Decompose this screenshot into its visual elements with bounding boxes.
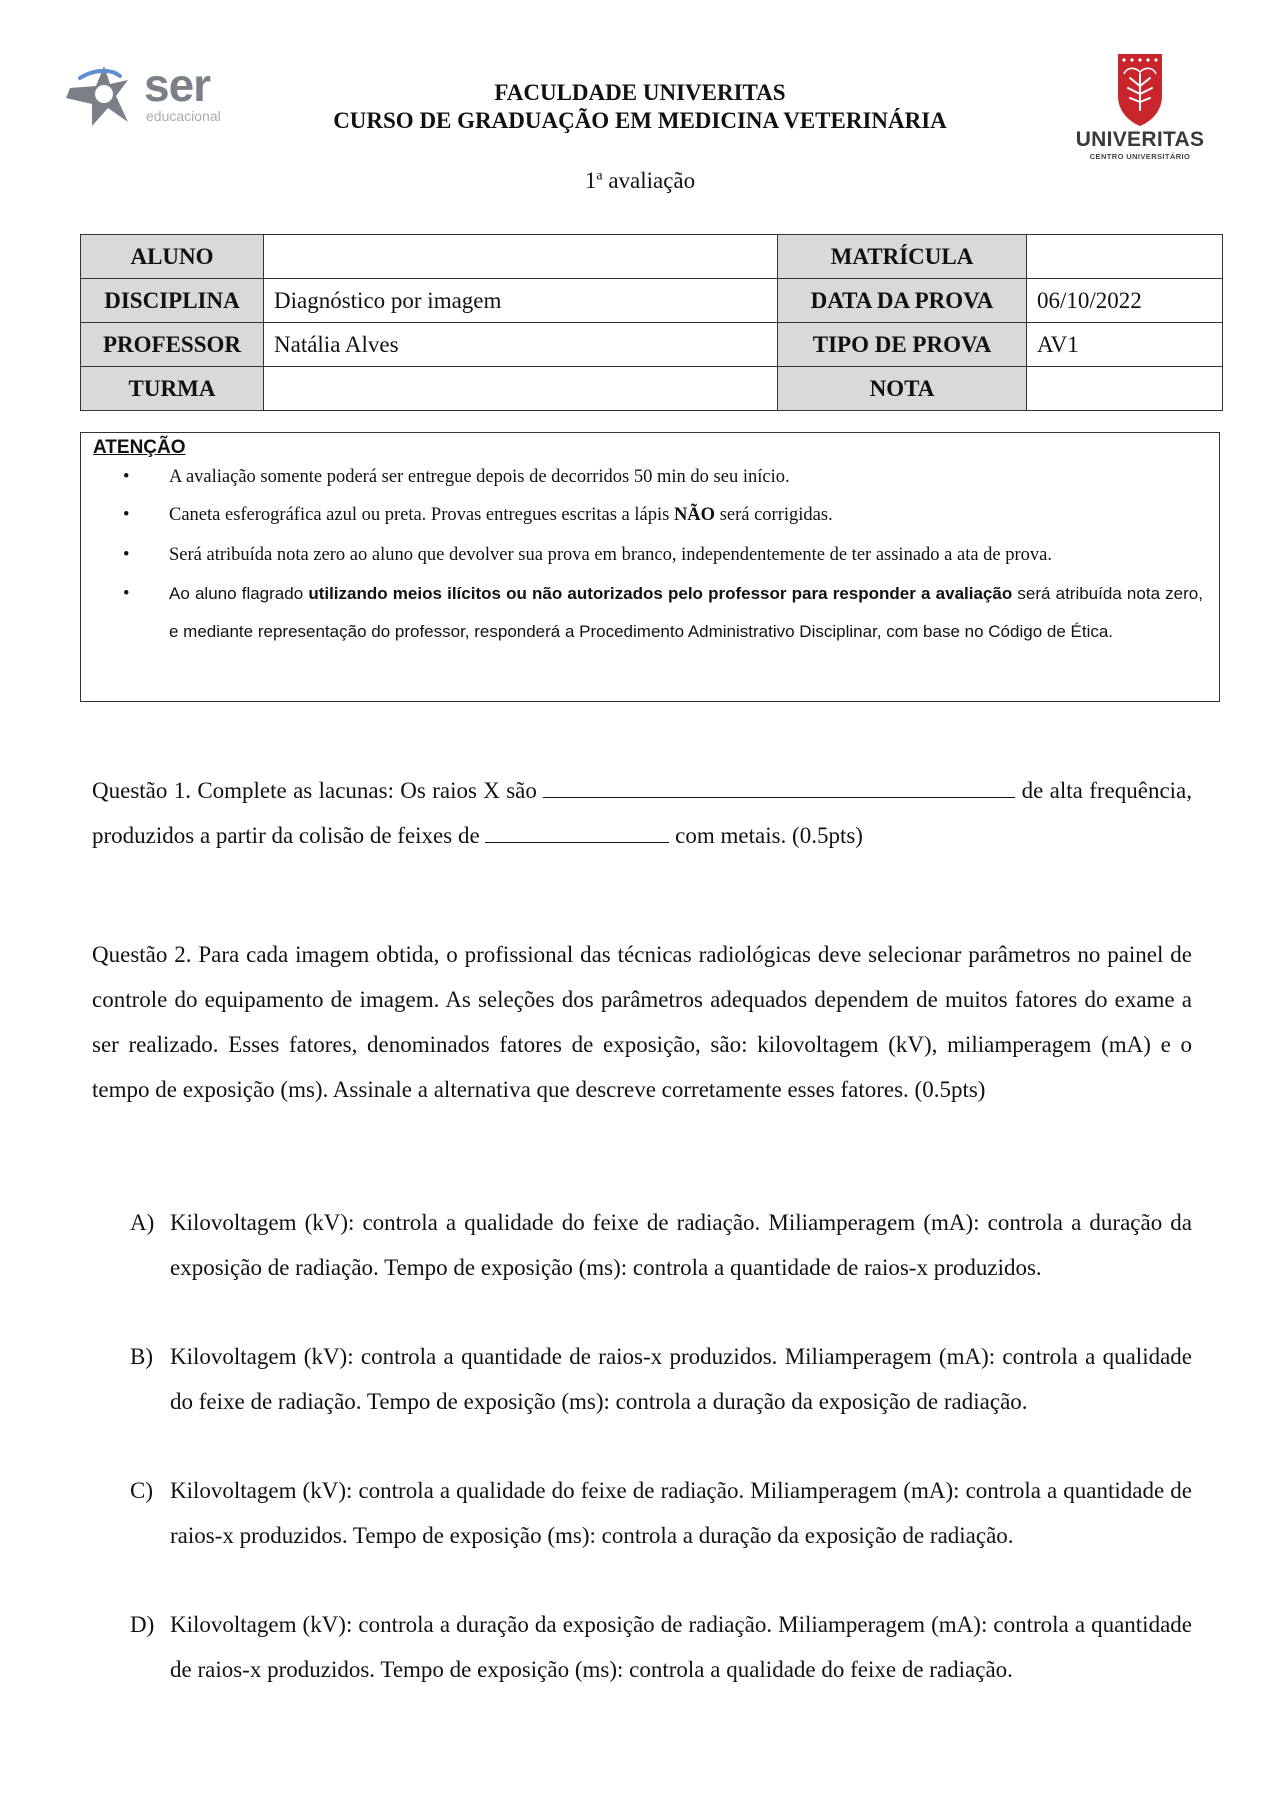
option-d[interactable]: [130, 1602, 1192, 1692]
table-row: [81, 235, 1223, 279]
attention-bold-text: utilizando meios ilícitos ou não autorizados pelo professor para responder a avaliação: [308, 584, 1013, 603]
aluno-label: ALUNO: [81, 235, 264, 279]
data-prova-label: DATA DA PROVA: [778, 279, 1027, 323]
turma-label: TURMA: [81, 367, 264, 411]
question-2: Questão 2. Para cada imagem obtida, o profissional das técnicas radiológicas deve selecionar parâmetros no painel de controle do equipamento de imagem. As seleções dos parâmetros adequados dependem de muitos fatores do exame a ser realizado. Esses fatores, denominados fatores de exposição, são: kilovoltagem (kV), miliamperagem (mA) e o tempo de exposição (ms). Assinale a alternativa que descreve corretamente esses fatores. (0.5pts): [92, 942, 1192, 1102]
attention-text: Ao aluno flagrado: [169, 584, 309, 603]
bullet-icon: •: [123, 467, 130, 487]
question-1-text: Questão 1. Complete as lacunas: Os raios X são: [92, 778, 544, 803]
ser-logo-subtext: educacional: [146, 108, 221, 124]
matricula-label: MATRÍCULA: [778, 235, 1027, 279]
question-1: [92, 768, 1192, 858]
disciplina-label: DISCIPLINA: [81, 279, 264, 323]
attention-item: [123, 575, 1203, 651]
option-c[interactable]: [130, 1468, 1192, 1558]
tipo-prova-value: AV1: [1027, 323, 1223, 367]
tipo-prova-label: TIPO DE PROVA: [778, 323, 1027, 367]
attention-title: ATENÇÃO: [93, 437, 186, 458]
univeritas-logo: [1060, 52, 1220, 164]
matricula-field[interactable]: [1027, 235, 1223, 279]
option-text: Kilovoltagem (kV): controla a duração da exposição de radiação. Miliamperagem (mA): controla a quantidade de raios-x produzidos. Tempo de exposição (ms): controla a qualidade do feixe de radiação.: [170, 1612, 1192, 1682]
nota-field[interactable]: [1027, 367, 1223, 411]
option-letter: B): [130, 1344, 153, 1369]
bullet-icon: •: [123, 545, 130, 565]
question-1-text: com metais. (0.5pts): [669, 823, 863, 848]
attention-item: [123, 467, 1203, 488]
attention-text: A avaliação somente poderá ser entregue depois de decorridos 50 min do seu início.: [169, 467, 790, 487]
question-1-text: de alta frequência, produzidos a partir da colisão de feixes de: [92, 778, 1192, 848]
attention-box: [80, 432, 1220, 702]
univeritas-logo-subtext: CENTRO UNIVERSITÁRIO: [1089, 152, 1191, 161]
ser-educacional-logo: [58, 60, 238, 140]
bullet-icon: •: [123, 584, 130, 604]
assessment-ordinal: a: [596, 168, 603, 184]
assessment-label: avaliação: [608, 168, 696, 193]
disciplina-value: Diagnóstico por imagem: [264, 279, 778, 323]
professor-value: Natália Alves: [264, 323, 778, 367]
univeritas-logo-text: UNIVERITAS: [1075, 128, 1205, 151]
option-text: Kilovoltagem (kV): controla a qualidade do feixe de radiação. Miliamperagem (mA): controla a quantidade de raios-x produzidos. Tempo de exposição (ms): controla a duração da exposição de radiação.: [170, 1478, 1192, 1548]
option-text: Kilovoltagem (kV): controla a qualidade do feixe de radiação. Miliamperagem (mA): controla a duração da exposição de radiação. Tempo de exposição (ms): controla a quantidade de raios-x produzidos.: [170, 1210, 1192, 1280]
bullet-icon: •: [123, 505, 130, 525]
professor-label: PROFESSOR: [81, 323, 264, 367]
nota-label: NOTA: [778, 367, 1027, 411]
attention-text: Caneta esferográfica azul ou preta. Provas entregues escritas a lápis: [169, 505, 674, 525]
answer-blank-2[interactable]: [485, 820, 669, 843]
table-row: [81, 367, 1223, 411]
attention-bold-text: NÃO: [673, 505, 716, 525]
aluno-field[interactable]: [264, 235, 778, 279]
attention-text: Será atribuída nota zero ao aluno que devolver sua prova em branco, independentemente de ter assinado a ata de prova.: [169, 545, 1053, 565]
option-text: Kilovoltagem (kV): controla a quantidade de raios-x produzidos. Miliamperagem (mA): controla a qualidade do feixe de radiação. Tempo de exposição (ms): controla a duração da exposição de radiação.: [170, 1344, 1192, 1414]
option-letter: A): [130, 1210, 155, 1235]
course-name: CURSO DE GRADUAÇÃO EM MEDICINA VETERINÁRIA: [333, 108, 947, 133]
institution-name: FACULDADE UNIVERITAS: [494, 80, 786, 105]
table-row: [81, 323, 1223, 367]
option-a[interactable]: [130, 1200, 1192, 1290]
turma-field[interactable]: [264, 367, 778, 411]
ser-logo-text: ser: [144, 59, 211, 111]
option-letter: C): [130, 1478, 153, 1503]
option-letter: D): [130, 1612, 155, 1637]
data-prova-value: 06/10/2022: [1027, 279, 1223, 323]
attention-item: [123, 545, 1203, 566]
table-row: [81, 279, 1223, 323]
univeritas-shield-icon: [1060, 52, 1220, 128]
assessment-number: 1: [584, 168, 597, 193]
option-b[interactable]: [130, 1334, 1192, 1424]
attention-item: [123, 505, 1203, 526]
attention-text: será corrigidas.: [715, 505, 833, 525]
student-info-table: [80, 234, 1223, 411]
answer-blank-1[interactable]: [543, 775, 1015, 798]
attention-text: será atribuída nota zero, e mediante representação do professor, responderá a Procedimento Administrativo Disciplinar, com base no Código de Ética.: [169, 584, 1203, 641]
assessment-title: [260, 168, 1020, 194]
